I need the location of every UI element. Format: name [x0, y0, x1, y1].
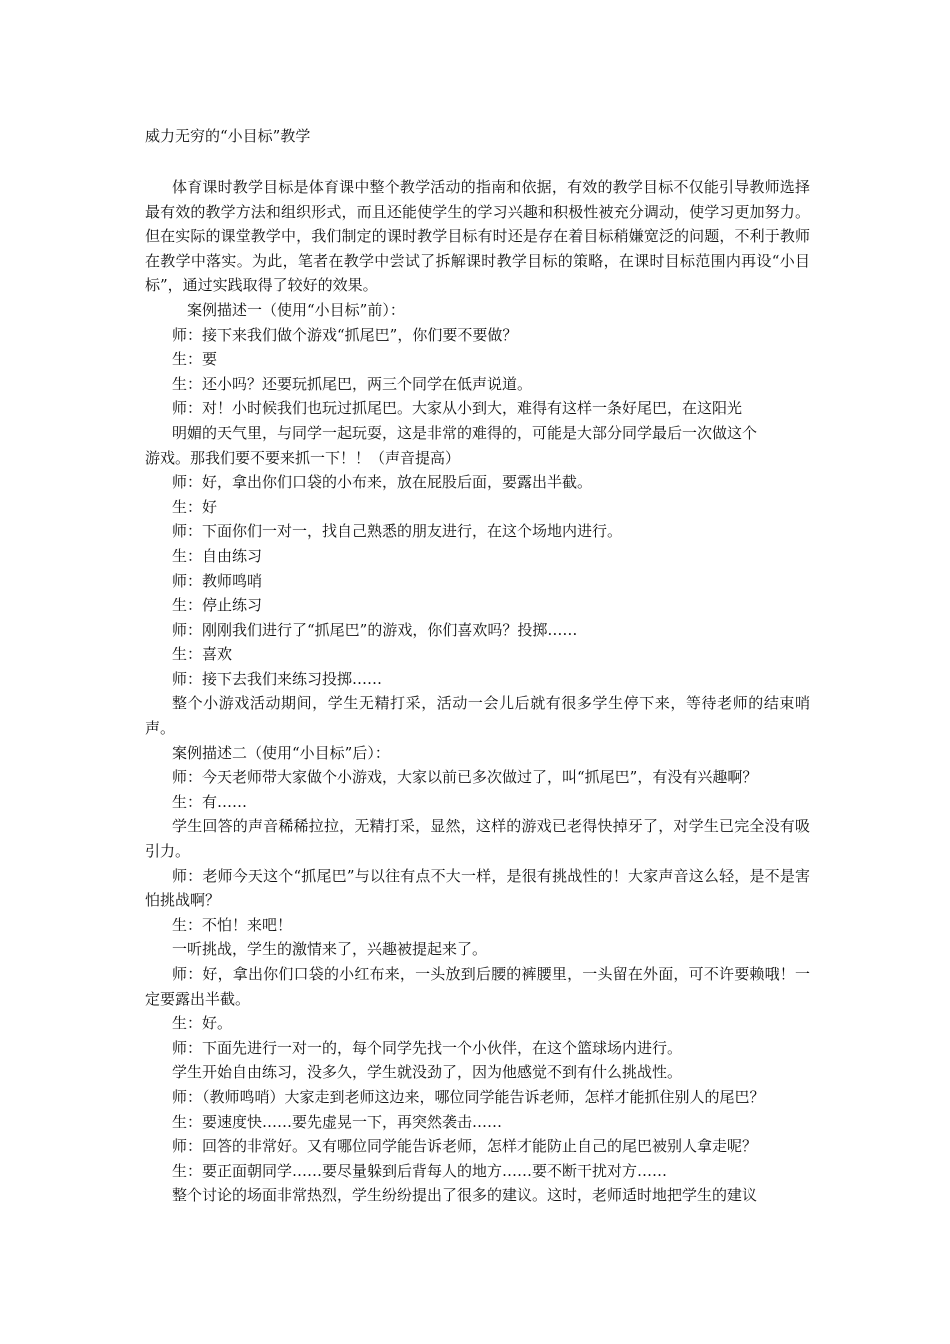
dialogue-line: 生：自由练习 — [172, 546, 263, 565]
dialogue-line: 师：回答的非常好。又有哪位同学能告诉老师，怎样才能防止自己的尾巴被别人拿走呢？ — [172, 1137, 758, 1156]
dialogue-line: 生：要正面朝同学……要尽量躲到后背每人的地方……要不断干扰对方…… — [172, 1161, 668, 1180]
dialogue-line: 生：要速度快……要先虚晃一下，再突然袭击…… — [172, 1112, 503, 1131]
dialogue-line: 师：（教师鸣哨）大家走到老师这边来，哪位同学能告诉老师，怎样才能抓住别人的尾巴？ — [172, 1087, 765, 1106]
dialogue-line: 师：接下来我们做个游戏“抓尾巴”，你们要不要做？ — [172, 325, 518, 344]
dialogue-line: 师：今天老师带大家做个小游戏，大家以前已多次做过了，叫“抓尾巴”，有没有兴趣啊？ — [172, 768, 758, 787]
dialogue-line: 明媚的天气里，与同学一起玩耍，这是非常的难得的，可能是大部分同学最后一次做这个 — [172, 423, 758, 442]
dialogue-line: 生：停止练习 — [172, 596, 263, 615]
narrative-line: 学生开始自由练习，没多久，学生就没劲了，因为他感觉不到有什么挑战性。 — [172, 1063, 683, 1082]
dialogue-line: 生：不怕！来吧！ — [172, 915, 293, 934]
narrative-line: 一听挑战，学生的激情来了，兴趣被提起来了。 — [172, 940, 488, 959]
narrative-paragraph: 学生回答的声音稀稀拉拉，无精打采，显然，这样的游戏已老得快掉牙了，对学生已完全没有吸引力。 — [145, 817, 810, 861]
dialogue-line: 生：喜欢 — [172, 645, 233, 664]
document-title: 威力无穷的“小目标”教学 — [145, 127, 311, 145]
dialogue-line: 师：下面先进行一对一的，每个同学先找一个小伙伴，在这个篮球场内进行。 — [172, 1038, 683, 1057]
document-body — [145, 175, 810, 1208]
dialogue-line: 生：好 — [172, 497, 218, 516]
dialogue-line: 师：刚刚我们进行了“抓尾巴”的游戏，你们喜欢吗？投掷…… — [172, 620, 578, 639]
dialogue-line: 师：下面你们一对一，找自己熟悉的朋友进行，在这个场地内进行。 — [172, 522, 623, 541]
narrative-line: 整个讨论的场面非常热烈，学生纷纷提出了很多的建议。这时，老师适时地把学生的建议 — [172, 1186, 758, 1205]
dialogue-line: 游戏。那我们要不要来抓一下！！（声音提高） — [145, 448, 461, 467]
narrative-paragraph: 整个小游戏活动期间，学生无精打采，活动一会儿后就有很多学生停下来，等待老师的结束哨声。 — [145, 694, 810, 738]
dialogue-line: 生：要 — [172, 350, 218, 369]
intro-paragraph: 体育课时教学目标是体育课中整个教学活动的指南和依据，有效的教学目标不仅能引导教师选择最有效的教学方法和组织形式，而且还能使学生的学习兴趣和积极性被充分调动，使学习更加努力。但在实际的课堂教学中，我们制定的课时教学目标有时还是存在着目标稍嫌宽泛的问题，不利于教师在教学中落实。为此，笔者在教学中尝试了拆解课时教学目标的策略，在课时目标范围内再设“小目标”，通过实践取得了较好的效果。 — [145, 178, 810, 295]
dialogue-line: 师：接下去我们来练习投掷…… — [172, 669, 383, 688]
dialogue-line: 师：好，拿出你们口袋的小布来，放在屁股后面，要露出半截。 — [172, 473, 593, 492]
dialogue-paragraph: 师：好，拿出你们口袋的小红布来，一头放到后腰的裤腰里，一头留在外面，可不许要赖哦！一定要露出半截。 — [145, 965, 810, 1008]
dialogue-line: 师：教师鸣哨 — [172, 571, 263, 590]
dialogue-line: 师：对！小时候我们也玩过抓尾巴。大家从小到大，难得有这样一条好尾巴，在这阳光 — [172, 399, 743, 418]
case-heading-two: 案例描述二（使用“小目标”后）： — [172, 743, 390, 762]
dialogue-line: 生：有…… — [172, 792, 248, 811]
dialogue-line: 生：好。 — [172, 1014, 233, 1033]
dialogue-paragraph: 师：老师今天这个“抓尾巴”与以往有点不大一样，是很有挑战性的！大家声音这么轻，是不是害怕挑战啊？ — [145, 866, 810, 910]
dialogue-line: 生：还小吗？还要玩抓尾巴，两三个同学在低声说道。 — [172, 374, 533, 393]
case-heading-one: 案例描述一（使用“小目标”前）： — [187, 300, 405, 319]
